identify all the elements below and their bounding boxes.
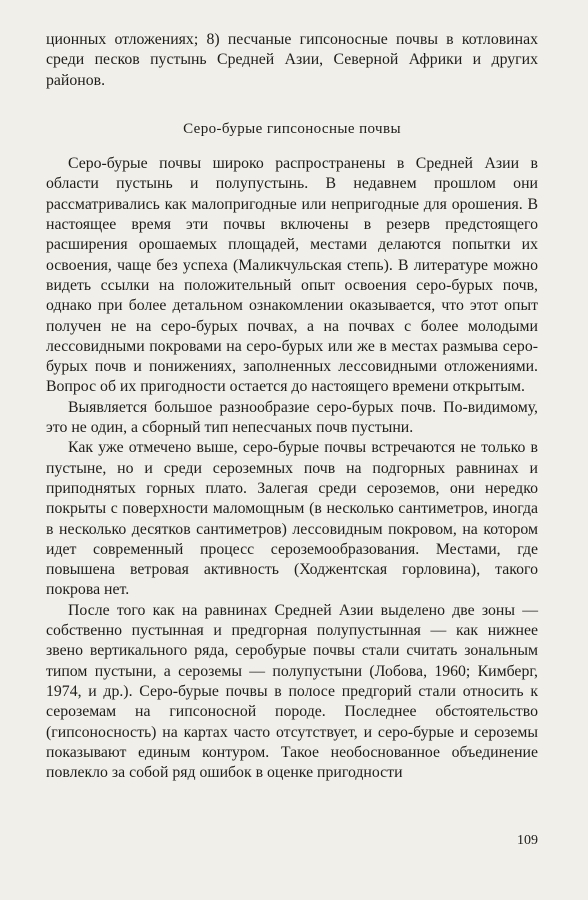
page-number: 109	[517, 833, 538, 848]
continued-paragraph: ционных отложениях; 8) песчаные гипсоносные почвы в котловинах среди песков пустынь Средней Азии, Северной Африки и других районов.	[46, 31, 538, 89]
paragraph-1: Серо-бурые почвы широко распространены в Средней Азии в области пустынь и полупустынь. В недавнем прошлом они рассматривались как малопригодные или непригодные для орошения. В настоящее время эти почвы включены в резерв предстоящего расширения орошаемых площадей, местами делаются попытки их освоения, чаще без успеха (Маликчульская степь). В литературе можно видеть ссылки на положительный опыт освоения серо-бурых почв, однако при более детальном ознакомлении оказывается, что этот опыт получен не на серо-бурых почвах, а на почвах с более молодыми лессовидными покровами на серо-бурых или же в местах размыва серо-бурых почв и понижениях, заполненных лессовидными отложениями. Вопрос об их пригодности остается до настоящего времени открытым.	[46, 155, 538, 396]
paragraph-4: После того как на равнинах Средней Азии выделено две зоны — собственно пустынная и предгорная полупустынная — как нижнее звено вертикального ряда, серобурые почвы стали считать зональным типом пустыни, а сероземы — полупустыни (Лобова, 1960; Кимберг, 1974, и др.). Серо-бурые почвы в полосе предгорий стали относить к сероземам на гипсоносной породе. Последнее обстоятельство (гипсоносность) на картах часто отсутствует, и серо-бурые и сероземы показывают единым контуром. Такое необоснованное объединение повлекло за собой ряд ошибок в оценке пригодности	[46, 601, 538, 782]
section-heading: Серо-бурые гипсоносные почвы	[183, 120, 401, 137]
paragraph-2: Выявляется большое разнообразие серо-бурых почв. По-видимому, это не один, а сборный тип непесчаных почв пустыни.	[46, 398, 538, 437]
paragraph-3: Как уже отмечено выше, серо-бурые почвы встречаются не только в пустыне, но и среди сероземных почв на подгорных равнинах и приподнятых горных плато. Залегая среди сероземов, они нередко покрыты с поверхности маломощным (в несколько сантиметров, иногда в несколько десятков сантиметров) лессовидным покровом, на котором идет современный процесс сероземообразования. Местами, где повышена ветровая активность (Ходжентская горловина), такого покрова нет.	[46, 439, 538, 599]
page-text	[46, 30, 538, 783]
